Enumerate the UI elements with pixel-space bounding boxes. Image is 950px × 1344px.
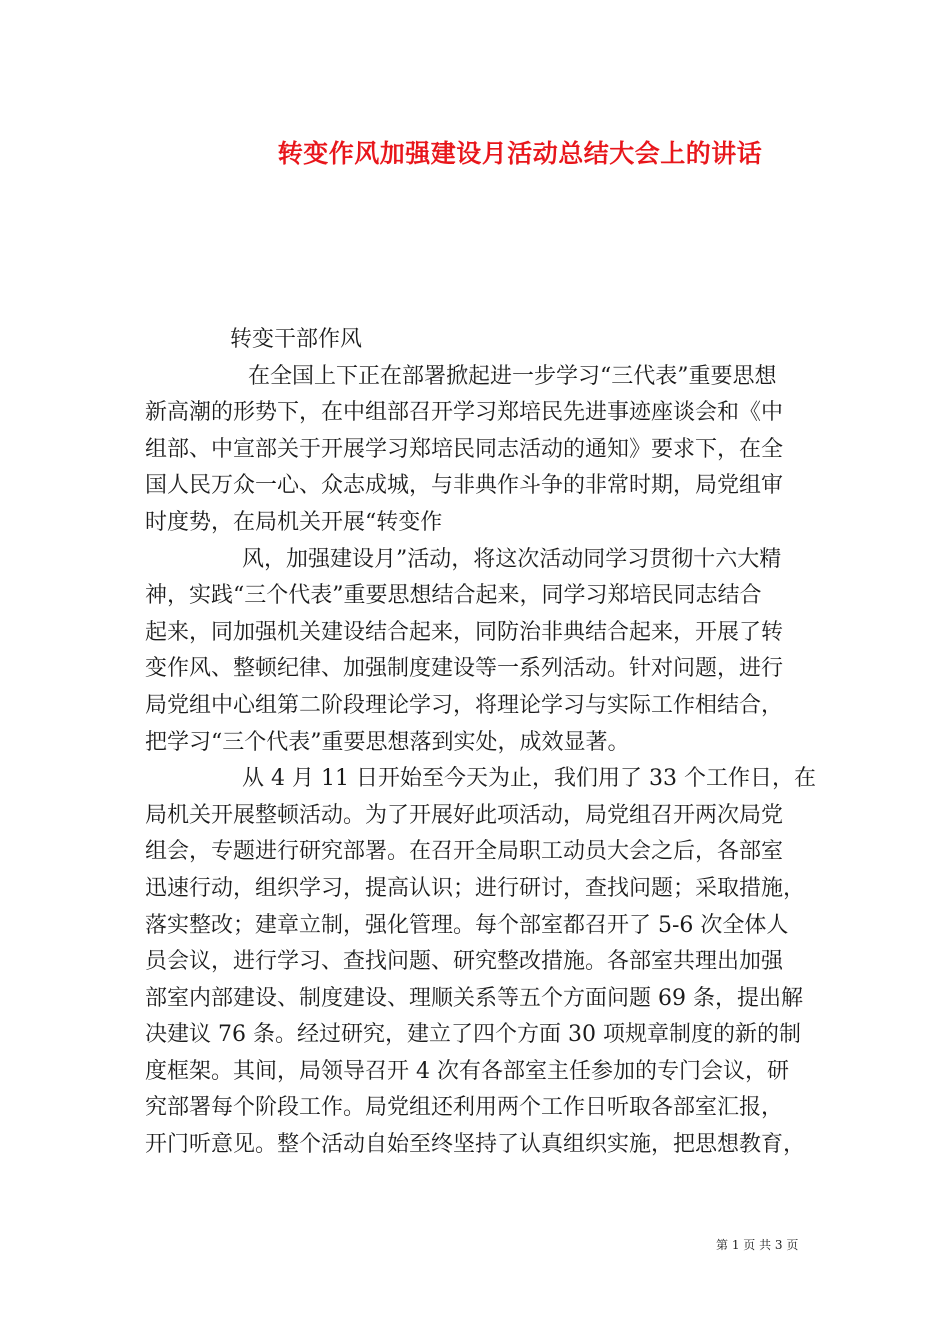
body-line: 迅速行动，组织学习，提高认识；进行研讨，查找问题；采取措施，: [145, 875, 806, 901]
body-line: 究部署每个阶段工作。局党组还利用两个工作日听取各部室汇报，: [145, 1095, 784, 1121]
body-line: 把学习“三个代表”重要思想落到实处，成效显著。: [145, 729, 630, 755]
body-line: 从 4 月 11 日开始至今天为止，我们用了 33 个工作日，在: [242, 766, 816, 792]
body-line: 起来，同加强机关建设结合起来，同防治非典结合起来，开展了转: [145, 619, 784, 645]
body-line: 国人民万众一心、众志成城，与非典作斗争的非常时期，局党组审: [145, 473, 784, 499]
body-line: 时度势，在局机关开展“转变作: [145, 509, 443, 535]
body-line: [145, 1164, 810, 1201]
page-number-footer: 第 1 页 共 3 页: [716, 1238, 799, 1252]
body-line: 在全国上下正在部署掀起进一步学习“三代表”重要思想: [248, 363, 777, 389]
document-body: [145, 322, 816, 1200]
body-line: 局党组中心组第二阶段理论学习，将理论学习与实际工作相结合，: [145, 692, 784, 718]
body-line: 神，实践“三个代表”重要思想结合起来，同学习郑培民同志结合: [145, 583, 762, 609]
body-line: 局机关开展整顿活动。为了开展好此项活动，局党组召开两次局党: [145, 802, 784, 828]
body-line: 组部、中宣部关于开展学习郑培民同志活动的通知》要求下，在全: [145, 436, 784, 462]
body-line: 决建议 76 条。经过研究，建立了四个方面 30 项规章制度的新的制: [145, 1022, 801, 1048]
body-line: 开门听意见。整个活动自始至终坚持了认真组织实施，把思想教育，: [145, 1132, 806, 1158]
body-line: 组会，专题进行研究部署。在召开全局职工动员大会之后，各部室: [145, 839, 784, 865]
document-title: 转变作风加强建设月活动总结大会上的讲话: [277, 139, 763, 168]
body-line: 部室内部建设、制度建设、理顺关系等五个方面问题 69 条，提出解: [145, 985, 803, 1011]
body-line: 员会议，进行学习、查找问题、研究整改措施。各部室共理出加强: [145, 949, 784, 975]
body-line: 落实整改；建章立制，强化管理。每个部室都召开了 5-6 次全体人: [145, 912, 789, 938]
body-line: 变作风、整顿纪律、加强制度建设等一系列活动。针对问题，进行: [145, 656, 784, 682]
body-line: 度框架。其间，局领导召开 4 次有各部室主任参加的专门会议，研: [145, 1058, 789, 1084]
body-line: 新高潮的形势下，在中组部召开学习郑培民先进事迹座谈会和《中: [145, 400, 784, 426]
body-line: 风，加强建设月”活动，将这次活动同学习贯彻十六大精: [242, 546, 782, 572]
section-subheading: 转变干部作风: [230, 327, 363, 352]
